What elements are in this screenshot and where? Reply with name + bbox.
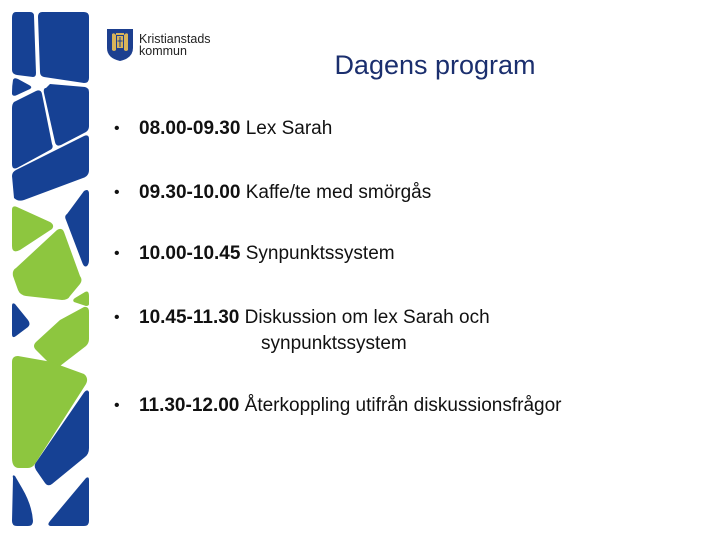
bullet-icon: • <box>114 397 120 414</box>
coat-of-arms-icon <box>106 28 134 62</box>
slide-title: Dagens program <box>334 50 536 80</box>
logo-line-2: kommun <box>139 44 187 58</box>
bullet-icon: • <box>114 309 120 326</box>
bullet-icon: • <box>114 245 120 262</box>
agenda-time: 10.45-11.30 <box>139 307 240 328</box>
kristianstads-kommun-logo <box>106 28 211 62</box>
agenda-text: Diskussion om lex Sarah och <box>244 307 490 328</box>
bullet-icon: • <box>114 184 120 201</box>
bullet-icon: • <box>114 120 120 137</box>
agenda-text: Kaffe/te med smörgås <box>245 182 432 203</box>
agenda-time: 10.00-10.45 <box>139 243 241 264</box>
agenda-time: 09.30-10.00 <box>139 182 241 203</box>
agenda-text: Återkoppling utifrån diskussionsfrågor <box>244 395 562 416</box>
agenda-text: Synpunktssystem <box>245 243 395 264</box>
decorative-mosaic-sidebar <box>0 0 100 540</box>
agenda-text-continued: synpunktssystem <box>261 333 407 354</box>
logo-text <box>139 33 211 57</box>
agenda-time: 11.30-12.00 <box>139 395 240 416</box>
agenda-text: Lex Sarah <box>245 118 333 139</box>
agenda-time: 08.00-09.30 <box>139 118 241 139</box>
logo-line-1: Kristianstads <box>139 32 211 46</box>
